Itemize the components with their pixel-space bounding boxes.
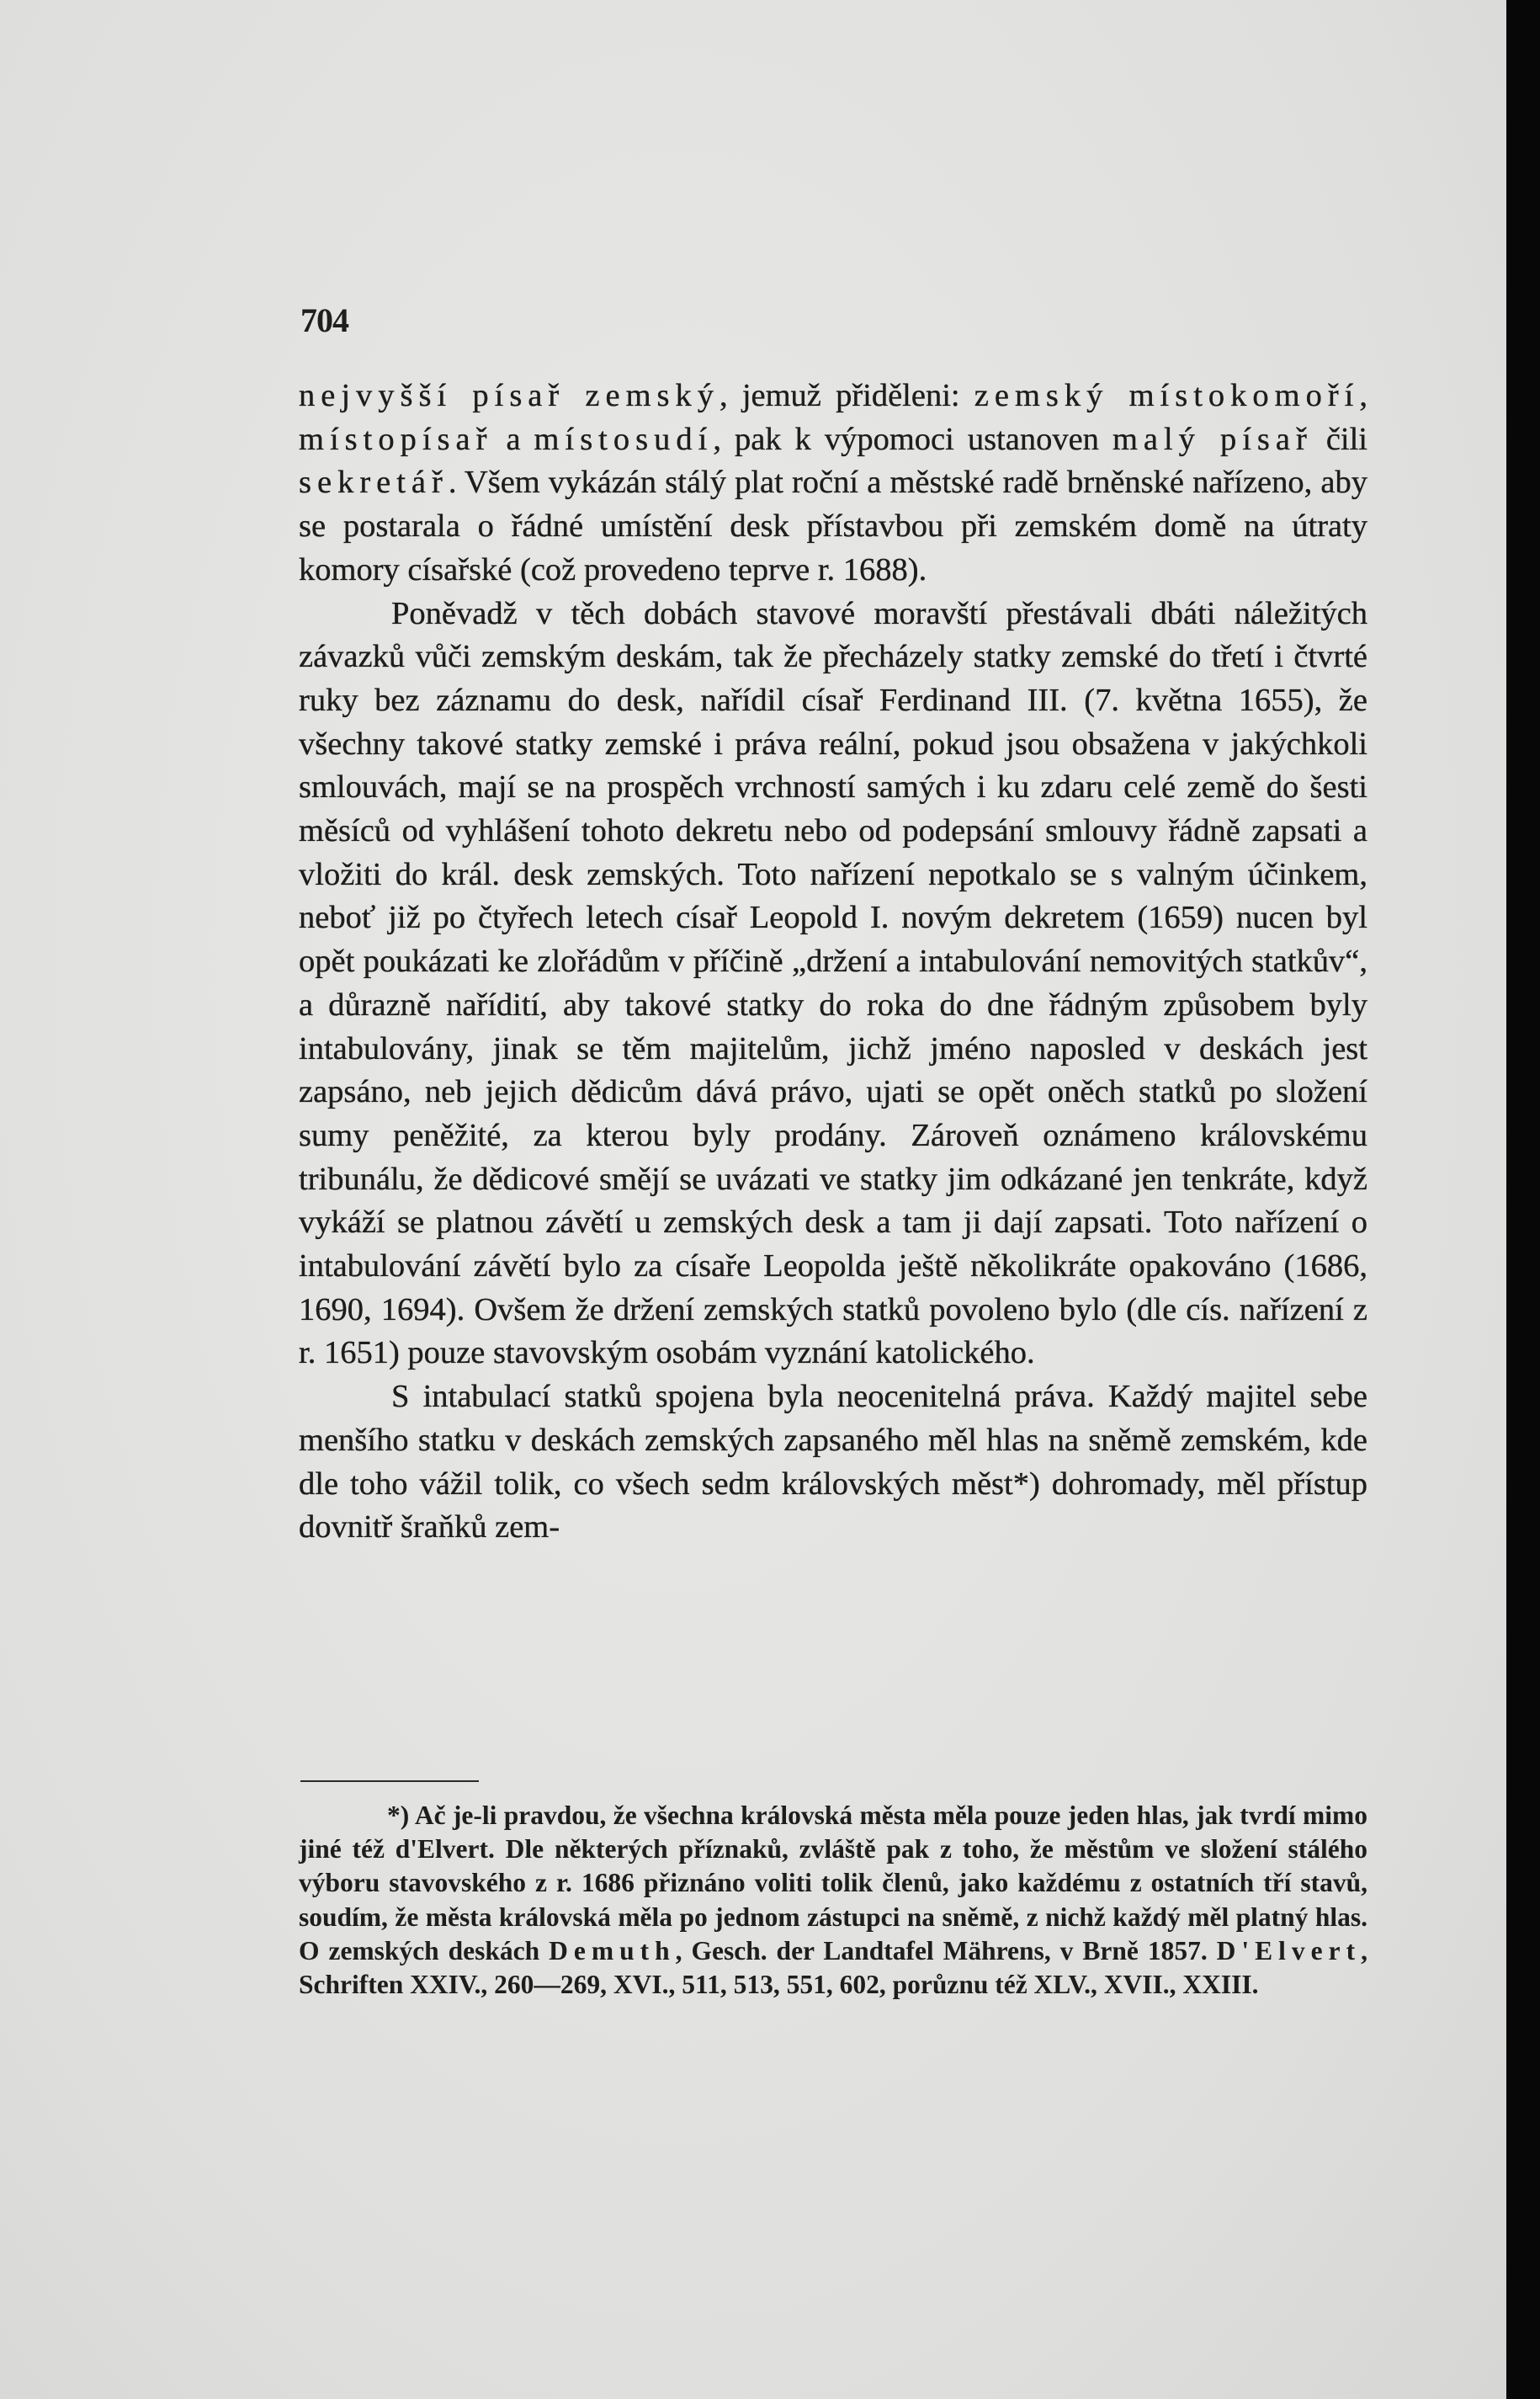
spaced-term: místosudí: [534, 421, 714, 457]
spaced-author: D'Elvert: [1216, 1935, 1362, 1965]
text-run: čili: [1312, 421, 1367, 457]
text-run: ,: [1359, 378, 1367, 413]
spaced-term: místopísař: [299, 421, 493, 457]
text-run: *) Ač je-li pravdou, že všechna královská města měla pouze jeden hlas, jak tvrdí mimo jiné též d'Elvert. Dle některých příznaků, zvláště pak z toho, že městům ve složení stálého výboru stavovského z r. 1686 přiznáno voliti tolik členů, jako každému z ostatních tří stavů, soudím, že města královská měla po jednom zástupci na sněmě, z nichž každý měl platný hlas. O zemských deskách: [299, 1801, 1367, 1965]
page-number: 704: [300, 301, 348, 339]
spaced-author: Demuth: [549, 1935, 676, 1965]
paragraph-3: S intabulací statků spojena byla neocenitelná práva. Každý majitel sebe menšího statku v deskách zemských zapsaného měl hlas na sněmě zemském, kde dle toho vážil tolik, co všech sedm královských měst*) dohromady, měl přístup dovnitř šraňků zem-: [299, 1379, 1367, 1545]
main-text: [299, 375, 1367, 1550]
paragraph-2: Poněvadž v těch dobách stavové moravští přestávali dbáti náležitých závazků vůči zemským deskám, tak že přecházely statky zemské do třetí i čtvrté ruky bez záznamu do desk, nařídil císař Ferdinand III. (7. května 1655), že všechny takové statky zemské i práva reální, pokud jsou obsažena v jakýchkoli smlouvách, mají se na prospěch vrchností samých i ku zdaru celé země do šesti měsíců od vyhlášení tohoto dekretu nebo od podepsání smlouvy řádně zapsati a vložiti do král. desk zemských. Toto nařízení nepotkalo se s valným účinkem, neboť již po čtyřech letech císař Leopold I. novým dekretem (1659) nucen byl opět poukázati ke zlořádům v příčině „držení a intabulování nemovitých statkův“, a důrazně nařídití, aby takové statky do roka do dne řádným způsobem byly intabulovány, jinak se těm majitelům, jichž jméno naposled v deskách jest zapsáno, neb jejich dědicům dává právo, ujati se opět oněch statků po složení sumy peněžité, za kterou byly prodány. Zároveň oznámeno královskému tribunálu, že dědicové smějí se uvázati ve statky jim odkázané jen tenkráte, když vykáží se platnou závětí u zemských desk a tam ji dají zapsati. Toto nařízení o intabulování závětí bylo za císaře Leopolda ještě několikráte opakováno (1686, 1690, 1694). Ovšem že držení zemských statků povoleno bylo (dle cís. nařízení z r. 1651) pouze stavovským osobám vyznání katolického.: [299, 595, 1367, 1371]
text-run: a: [492, 421, 534, 457]
text-run: , jemuž přiděleni:: [720, 378, 974, 413]
spaced-term: sekretář: [299, 465, 449, 501]
paragraph-1: [299, 375, 1367, 593]
spaced-term: nejvyšší písař zemský: [299, 378, 720, 413]
text-run: . Všem vykázán stálý plat roční a městské radě brněnské nařízeno, aby se postarala o řádné umístění desk přístavbou při zemském domě na útraty komory císařské (což provedeno teprve r. 1688).: [299, 465, 1367, 588]
footnote-text: [299, 1799, 1367, 2002]
footnote-divider: [300, 1780, 479, 1782]
spaced-term: zemský místokomoří: [974, 378, 1360, 413]
scan-border: [1506, 0, 1540, 2399]
text-run: , Gesch. der Landtafel Mährens, v Brně 1857.: [675, 1935, 1217, 1965]
text-run: , pak k výpomoci ustanoven: [713, 421, 1113, 457]
footnote: [299, 1799, 1367, 2002]
text-run: , Schriften XXIV., 260—269, XVI., 511, 513, 551, 602, porůznu též XLV., XVII., XXIII.: [299, 1935, 1367, 2000]
spaced-term: malý písař: [1112, 421, 1313, 457]
